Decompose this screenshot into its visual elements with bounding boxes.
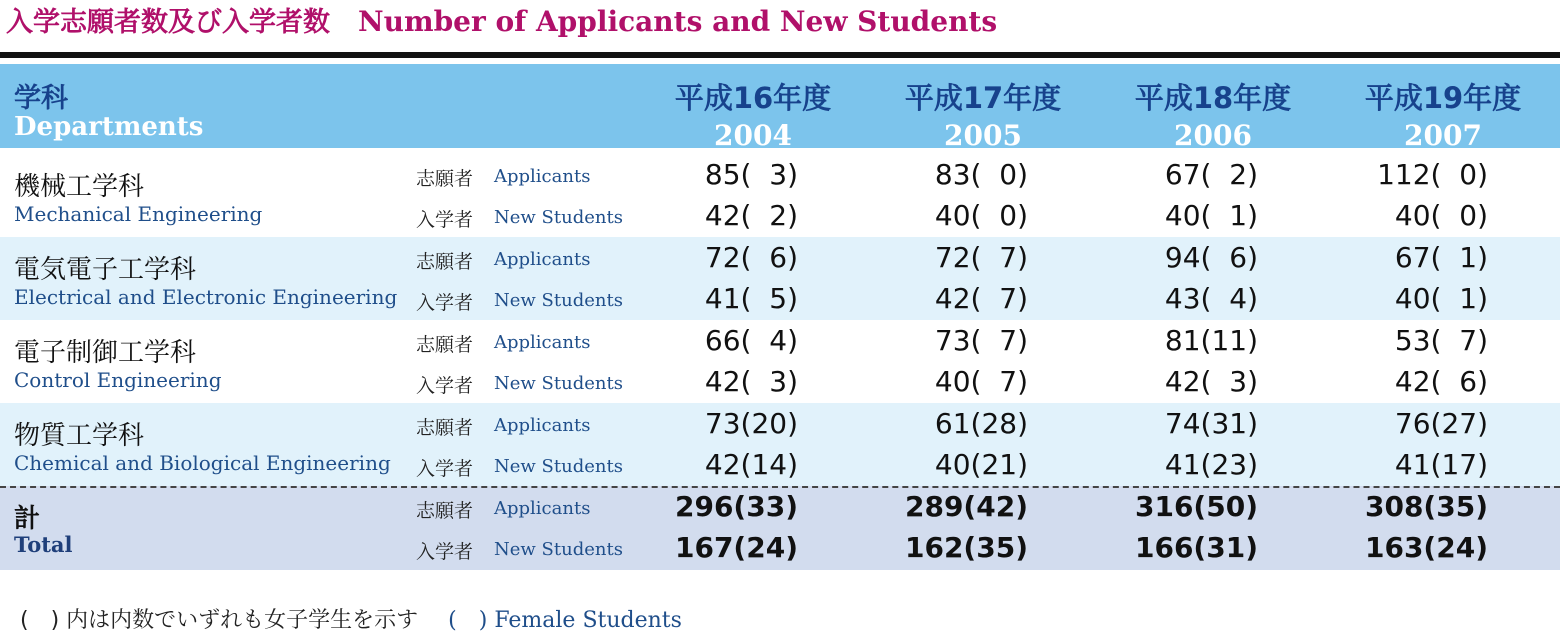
year-label-en: 2005 <box>944 119 1022 152</box>
year-label-en: 2004 <box>714 119 792 152</box>
department-name-en: Control Engineering <box>14 368 222 392</box>
applicants-label-jp: 志願者 <box>416 251 474 273</box>
cell-new-2007: 41(17) <box>1394 448 1488 481</box>
header-departments-jp: 学科 <box>14 83 68 114</box>
data-table <box>0 52 1560 570</box>
cell-applicants-2005: 73( 7) <box>934 324 1028 357</box>
cell-new-2006: 40( 1) <box>1164 199 1258 232</box>
department-row-mechanical <box>0 154 1560 237</box>
cell-applicants-2007: 112( 0) <box>1377 158 1488 191</box>
total-row <box>0 486 1560 570</box>
department-name-jp: 機械工学科 <box>14 172 145 202</box>
year-label-en: 2006 <box>1174 119 1252 152</box>
header-year-2004 <box>638 64 868 152</box>
cell-applicants-2005: 61(28) <box>934 407 1028 440</box>
cell-new-2006: 43( 4) <box>1164 282 1258 315</box>
header-year-2005 <box>868 64 1098 152</box>
cell-new-2004: 41( 5) <box>704 282 798 315</box>
total-new-2004: 167(24) <box>674 531 798 564</box>
footnote <box>6 578 682 634</box>
new-students-label-en: New Students <box>494 373 623 394</box>
total-applicants-2004: 296(33) <box>674 490 798 523</box>
year-label-jp: 平成18年度 <box>1134 81 1292 115</box>
cell-applicants-2007: 76(27) <box>1394 407 1488 440</box>
cell-applicants-2006: 81(11) <box>1164 324 1258 357</box>
header-year-2006 <box>1098 64 1328 152</box>
applicants-label-en: Applicants <box>494 332 591 353</box>
department-name-en: Chemical and Biological Engineering <box>14 451 391 475</box>
cell-new-2004: 42( 2) <box>704 199 798 232</box>
footnote-en: ( ) Female Students <box>448 608 682 633</box>
title-japanese: 入学志願者数及び入学者数 <box>6 7 330 38</box>
applicants-label-en: Applicants <box>494 249 591 270</box>
total-new-2007: 163(24) <box>1364 531 1488 564</box>
cell-applicants-2006: 94( 6) <box>1164 241 1258 274</box>
cell-new-2007: 40( 1) <box>1394 282 1488 315</box>
new-students-label-en: New Students <box>494 456 623 477</box>
cell-applicants-2007: 53( 7) <box>1394 324 1488 357</box>
applicants-label-en: Applicants <box>494 166 591 187</box>
department-name-en: Mechanical Engineering <box>14 202 263 226</box>
cell-applicants-2004: 72( 6) <box>704 241 798 274</box>
cell-applicants-2004: 73(20) <box>704 407 798 440</box>
year-label-jp: 平成17年度 <box>904 81 1062 115</box>
cell-new-2006: 41(23) <box>1164 448 1258 481</box>
total-new-2006: 166(31) <box>1134 531 1258 564</box>
year-label-en: 2007 <box>1404 119 1482 152</box>
year-label-jp: 平成16年度 <box>674 81 832 115</box>
header-departments-en: Departments <box>14 112 204 142</box>
applicants-label-jp: 志願者 <box>416 168 474 190</box>
department-name-jp: 物質工学科 <box>14 421 145 451</box>
cell-new-2007: 42( 6) <box>1394 365 1488 398</box>
department-name-jp: 電気電子工学科 <box>14 255 197 285</box>
total-applicants-2005: 289(42) <box>904 490 1028 523</box>
title-english: Number of Applicants and New Students <box>358 5 998 38</box>
table-header <box>0 64 1560 152</box>
new-students-label-jp: 入学者 <box>416 292 474 314</box>
cell-new-2004: 42(14) <box>704 448 798 481</box>
total-applicants-2007: 308(35) <box>1364 490 1488 523</box>
new-students-label-jp: 入学者 <box>416 541 474 563</box>
new-students-label-en: New Students <box>494 539 623 560</box>
applicants-label-jp: 志願者 <box>416 500 474 522</box>
total-new-2005: 162(35) <box>904 531 1028 564</box>
applicants-label-jp: 志願者 <box>416 417 474 439</box>
cell-new-2006: 42( 3) <box>1164 365 1258 398</box>
new-students-label-jp: 入学者 <box>416 458 474 480</box>
cell-new-2005: 42( 7) <box>934 282 1028 315</box>
department-name-jp: 電子制御工学科 <box>14 338 197 368</box>
page-title <box>6 0 997 40</box>
new-students-label-jp: 入学者 <box>416 209 474 231</box>
cell-new-2007: 40( 0) <box>1394 199 1488 232</box>
applicants-label-en: Applicants <box>494 498 591 519</box>
cell-applicants-2004: 66( 4) <box>704 324 798 357</box>
cell-applicants-2004: 85( 3) <box>704 158 798 191</box>
cell-applicants-2007: 67( 1) <box>1394 241 1488 274</box>
cell-applicants-2006: 67( 2) <box>1164 158 1258 191</box>
new-students-label-en: New Students <box>494 207 623 228</box>
department-row-control <box>0 320 1560 403</box>
total-label-en: Total <box>14 532 73 557</box>
header-year-2007 <box>1328 64 1558 152</box>
department-row-chemical <box>0 403 1560 486</box>
cell-applicants-2006: 74(31) <box>1164 407 1258 440</box>
footnote-jp: ( ) 内は内数でいずれも女子学生を示す <box>20 608 419 633</box>
cell-new-2005: 40(21) <box>934 448 1028 481</box>
cell-applicants-2005: 83( 0) <box>934 158 1028 191</box>
applicants-label-en: Applicants <box>494 415 591 436</box>
total-label-jp: 計 <box>14 504 41 534</box>
cell-new-2005: 40( 7) <box>934 365 1028 398</box>
total-applicants-2006: 316(50) <box>1134 490 1258 523</box>
applicants-label-jp: 志願者 <box>416 334 474 356</box>
department-name-en: Electrical and Electronic Engineering <box>14 285 398 309</box>
year-label-jp: 平成19年度 <box>1364 81 1522 115</box>
cell-applicants-2005: 72( 7) <box>934 241 1028 274</box>
cell-new-2004: 42( 3) <box>704 365 798 398</box>
new-students-label-jp: 入学者 <box>416 375 474 397</box>
department-row-electrical <box>0 237 1560 320</box>
new-students-label-en: New Students <box>494 290 623 311</box>
cell-new-2005: 40( 0) <box>934 199 1028 232</box>
